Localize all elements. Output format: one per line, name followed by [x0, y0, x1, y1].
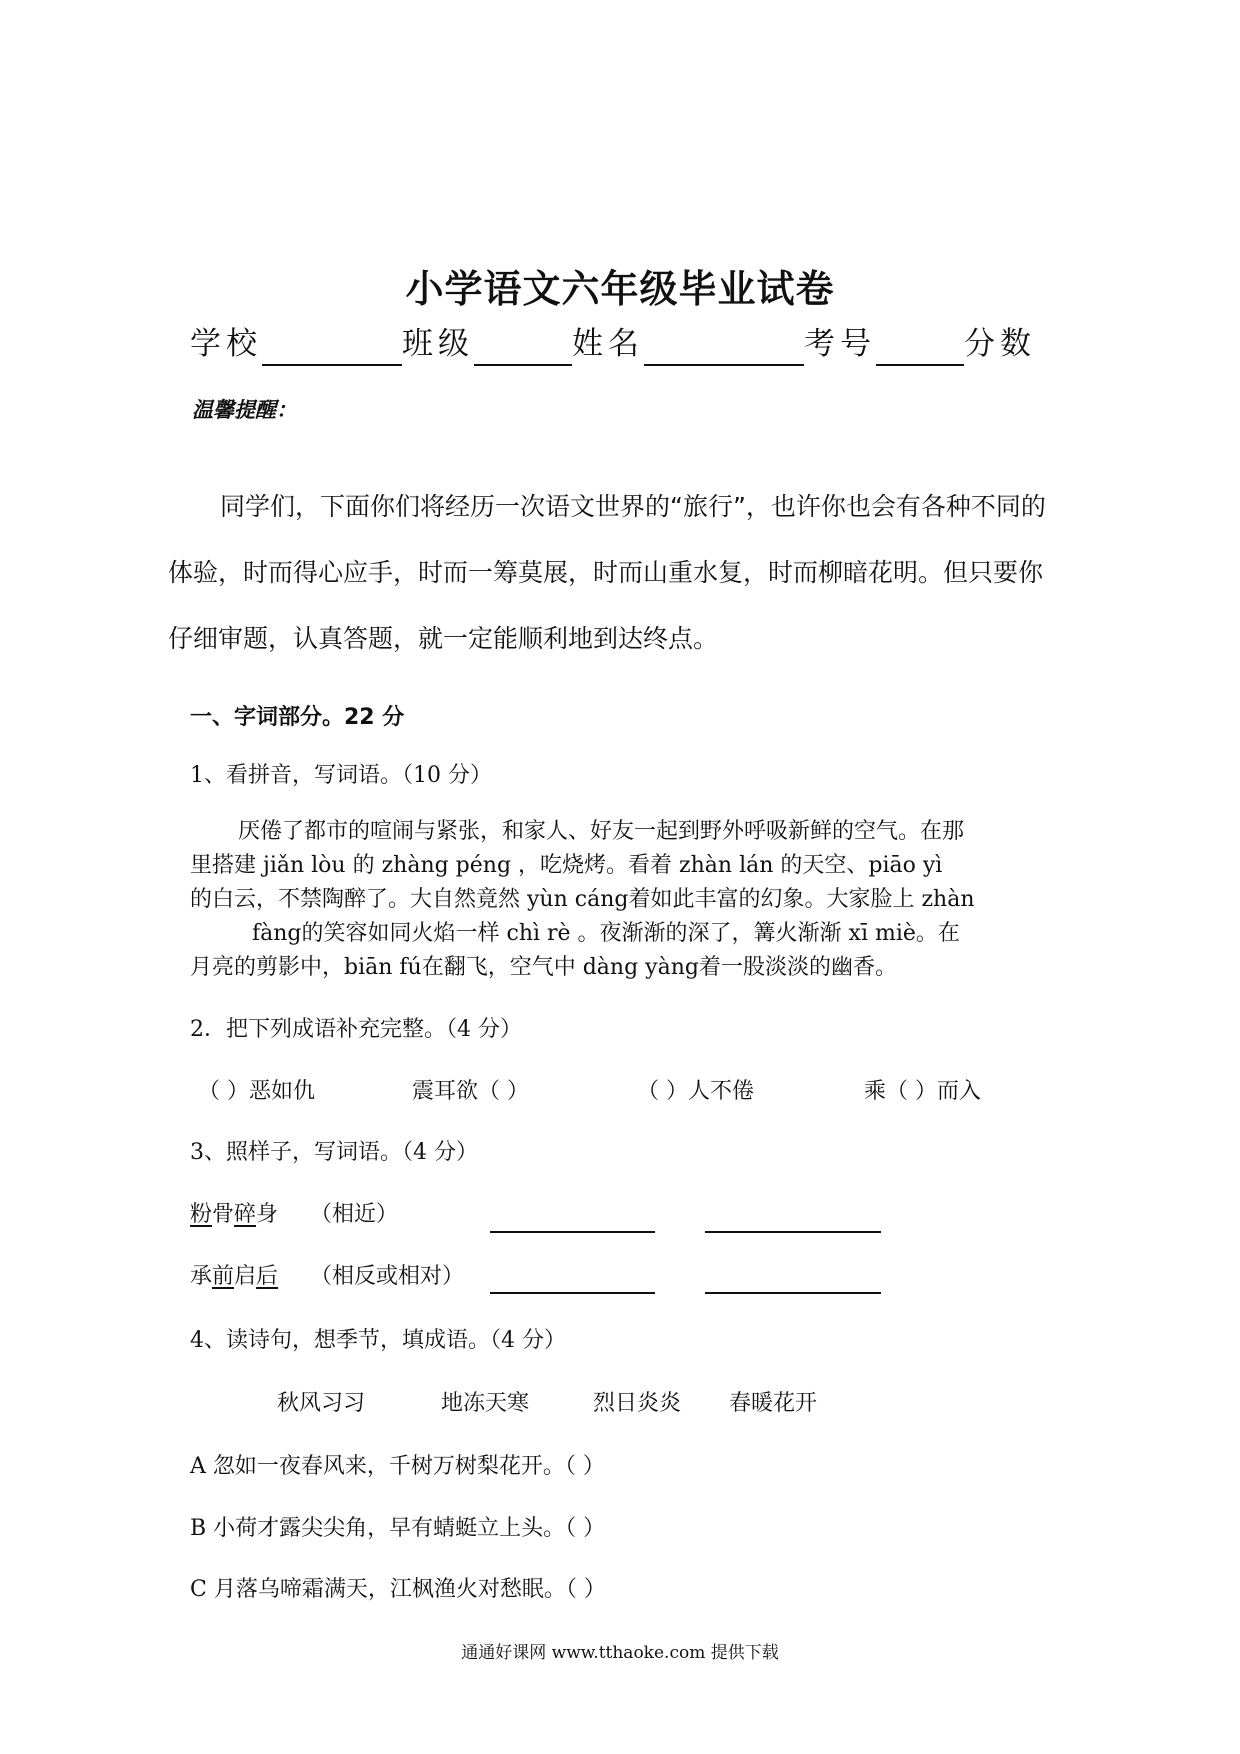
- pinyin-passage: [190, 815, 1070, 985]
- idiom-blank[interactable]: （ ）恶如仇: [198, 1079, 315, 1104]
- class-label: 班级: [402, 326, 474, 362]
- answer-blank[interactable]: [490, 1292, 655, 1294]
- intro-line: 仔细审题，认真答题，就一定能顺利地到达终点。: [168, 624, 719, 653]
- example-char: 后: [256, 1264, 279, 1289]
- passage-line: 月亮的剪影中，biān fú在翻飞，空气中 dàng yàng着一股淡淡的幽香。: [190, 955, 897, 980]
- idiom-blank[interactable]: 震耳欲（ ）: [412, 1079, 529, 1104]
- passage-line: 厌倦了都市的喧闹与紧张，和家人、好友一起到野外呼吸新鲜的空气。在那: [238, 819, 965, 844]
- name-label: 姓名: [572, 326, 644, 362]
- exam-no-label: 考号: [804, 326, 876, 362]
- footer-credit: 通通好课网 www.tthaoke.com 提供下载: [461, 1643, 779, 1663]
- passage-line: fàng的笑容如同火焰一样 chì rè 。夜渐渐的深了，篝火渐渐 xī miè。在: [252, 921, 960, 946]
- example-char: 粉: [190, 1202, 213, 1227]
- intro-paragraph: [168, 474, 1058, 672]
- idiom-option: 烈日炎炎: [593, 1391, 682, 1416]
- intro-line: 同学们，下面你们将经历一次语文世界的“旅行”，也许你也会有各种不同的: [220, 492, 1046, 521]
- example-char: 启: [234, 1264, 257, 1289]
- example-word: [190, 1197, 278, 1228]
- q3-prompt: 3、照样子，写词语。（4 分）: [190, 1140, 478, 1165]
- answer-blank[interactable]: [705, 1292, 881, 1294]
- exam-no-field[interactable]: [876, 326, 964, 366]
- intro-line: 体验，时而得心应手，时而一筹莫展，时而山重水复，时而柳暗花明。但只要你: [168, 558, 1044, 587]
- example-hint: （相近）: [310, 1202, 399, 1227]
- name-field[interactable]: [644, 326, 804, 366]
- idiom-option: 秋风习习: [277, 1391, 366, 1416]
- idiom-option: 地冻天寒: [441, 1391, 530, 1416]
- student-info-row: [190, 322, 1036, 366]
- poem-item[interactable]: B 小荷才露尖尖角，早有蜻蜓立上头。（ ）: [190, 1516, 606, 1541]
- answer-blank[interactable]: [705, 1231, 881, 1233]
- example-hint: （相反或相对）: [310, 1264, 465, 1289]
- passage-line: 里搭建 jiǎn lòu 的 zhàng péng ，吃烧烤。看着 zhàn lán 的天空、piāo yì: [190, 853, 943, 878]
- answer-blank[interactable]: [490, 1231, 655, 1233]
- example-char: 承: [190, 1264, 213, 1289]
- school-field[interactable]: [262, 326, 402, 366]
- idiom-option: 春暖花开: [729, 1391, 818, 1416]
- idiom-blank[interactable]: （ ）人不倦: [637, 1079, 754, 1104]
- example-word: [190, 1259, 278, 1290]
- score-label: 分数: [964, 326, 1036, 362]
- q2-prompt: 2．把下列成语补充完整。（4 分）: [190, 1017, 522, 1042]
- example-char: 身: [256, 1202, 279, 1227]
- example-char: 碎: [234, 1202, 257, 1227]
- q4-prompt: 4、读诗句，想季节，填成语。（4 分）: [190, 1328, 566, 1353]
- poem-item[interactable]: C 月落乌啼霜满天，江枫渔火对愁眠。（ ）: [190, 1577, 606, 1602]
- class-field[interactable]: [474, 326, 572, 366]
- tip-label: 温馨提醒：: [192, 398, 297, 422]
- exam-title: 小学语文六年级毕业试卷: [405, 267, 835, 311]
- poem-item[interactable]: A 忽如一夜春风来，千树万树梨花开。（ ）: [190, 1454, 605, 1479]
- section-heading: 一、字词部分。22 分: [190, 705, 405, 730]
- passage-line: 的白云，不禁陶醉了。大自然竟然 yùn cáng着如此丰富的幻象。大家脸上 zhàn: [190, 887, 975, 912]
- school-label: 学校: [190, 326, 262, 362]
- example-char: 前: [212, 1264, 235, 1289]
- idiom-blank[interactable]: 乘（ ）而入: [864, 1079, 981, 1104]
- example-char: 骨: [212, 1202, 235, 1227]
- q1-prompt: 1、看拼音，写词语。（10 分）: [190, 763, 492, 788]
